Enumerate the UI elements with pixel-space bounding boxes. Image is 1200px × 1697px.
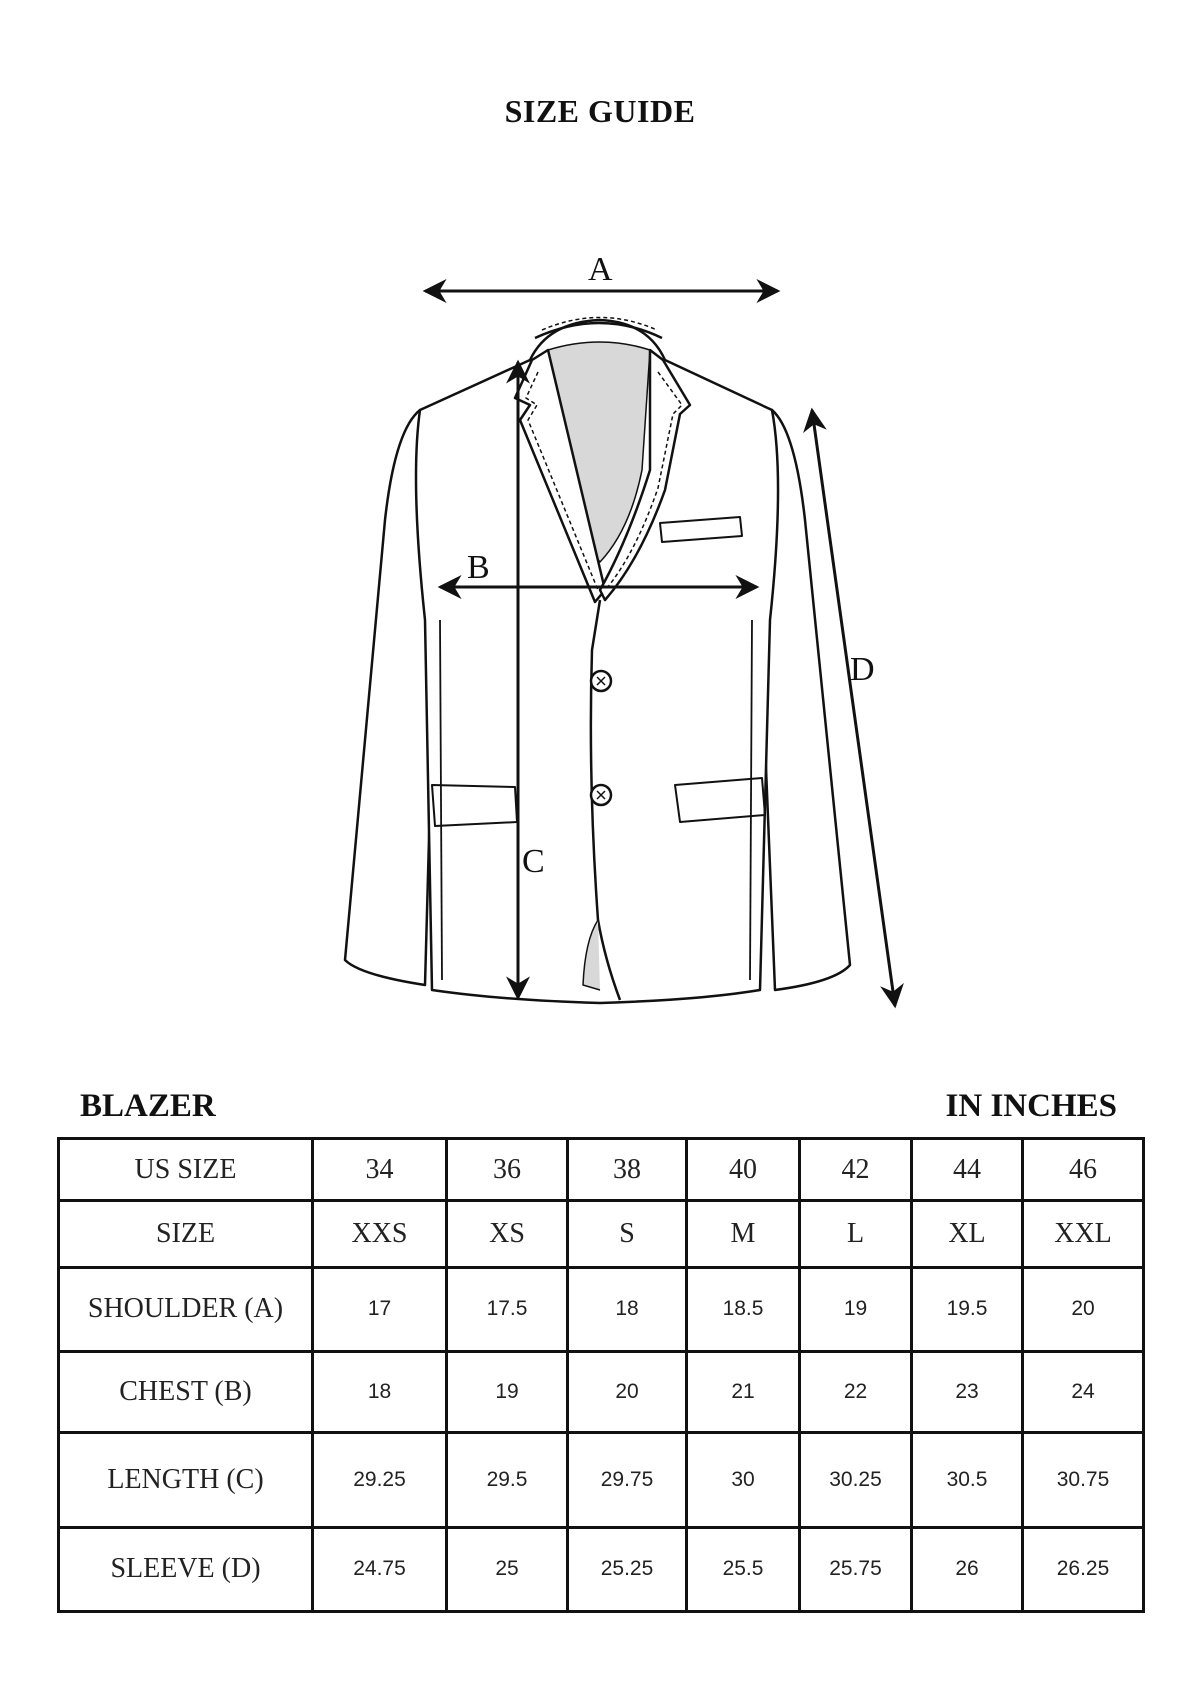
row-label-chest: CHEST (B) xyxy=(59,1351,313,1432)
table-cell: 25.25 xyxy=(568,1527,687,1611)
table-cell: 25.75 xyxy=(800,1527,912,1611)
row-label-length: LENGTH (C) xyxy=(59,1433,313,1527)
table-cell: 21 xyxy=(687,1351,800,1432)
table-cell: XL xyxy=(912,1201,1023,1267)
table-row xyxy=(59,1201,1144,1267)
table-cell: 25 xyxy=(447,1527,568,1611)
table-cell: 18.5 xyxy=(687,1267,800,1351)
table-cell: XS xyxy=(447,1201,568,1267)
table-cell: 17 xyxy=(313,1267,447,1351)
table-row xyxy=(59,1351,1144,1432)
product-label: BLAZER xyxy=(80,1088,216,1124)
table-cell: 29.25 xyxy=(313,1433,447,1527)
table-cell: 19.5 xyxy=(912,1267,1023,1351)
page-title: SIZE GUIDE xyxy=(504,93,696,129)
table-cell: 38 xyxy=(568,1139,687,1201)
label-b: B xyxy=(467,549,490,586)
table-cell: 46 xyxy=(1023,1139,1144,1201)
table-cell: 30.75 xyxy=(1023,1433,1144,1527)
table-cell: 22 xyxy=(800,1351,912,1432)
size-table xyxy=(57,1137,1145,1613)
table-cell: 19 xyxy=(447,1351,568,1432)
table-cell: 17.5 xyxy=(447,1267,568,1351)
table-cell: S xyxy=(568,1201,687,1267)
table-cell: 24.75 xyxy=(313,1527,447,1611)
table-row xyxy=(59,1527,1144,1611)
table-cell: 34 xyxy=(313,1139,447,1201)
table-cell: 30.25 xyxy=(800,1433,912,1527)
table-cell: L xyxy=(800,1201,912,1267)
table-cell: 30.5 xyxy=(912,1433,1023,1527)
table-cell: 20 xyxy=(568,1351,687,1432)
table-cell: 20 xyxy=(1023,1267,1144,1351)
table-cell: 29.75 xyxy=(568,1433,687,1527)
table-row xyxy=(59,1433,1144,1527)
label-c: C xyxy=(522,843,545,880)
table-cell: 44 xyxy=(912,1139,1023,1201)
table-cell: 24 xyxy=(1023,1351,1144,1432)
table-cell: 19 xyxy=(800,1267,912,1351)
table-row xyxy=(59,1267,1144,1351)
table-cell: 36 xyxy=(447,1139,568,1201)
row-label-sleeve: SLEEVE (D) xyxy=(59,1527,313,1611)
row-label-us-size: US SIZE xyxy=(59,1139,313,1201)
table-cell: 26.25 xyxy=(1023,1527,1144,1611)
table-cell: 25.5 xyxy=(687,1527,800,1611)
table-row xyxy=(59,1139,1144,1201)
label-a: A xyxy=(588,251,613,288)
table-cell: 30 xyxy=(687,1433,800,1527)
table-cell: 23 xyxy=(912,1351,1023,1432)
table-cell: 42 xyxy=(800,1139,912,1201)
table-cell: XXL xyxy=(1023,1201,1144,1267)
unit-label: IN INCHES xyxy=(945,1088,1117,1124)
row-label-shoulder: SHOULDER (A) xyxy=(59,1267,313,1351)
label-d: D xyxy=(850,651,875,688)
table-cell: 18 xyxy=(568,1267,687,1351)
table-cell: 29.5 xyxy=(447,1433,568,1527)
blazer-illustration xyxy=(345,318,850,1004)
table-cell: M xyxy=(687,1201,800,1267)
table-cell: 40 xyxy=(687,1139,800,1201)
row-label-size: SIZE xyxy=(59,1201,313,1267)
table-cell: 26 xyxy=(912,1527,1023,1611)
table-cell: 18 xyxy=(313,1351,447,1432)
table-cell: XXS xyxy=(313,1201,447,1267)
